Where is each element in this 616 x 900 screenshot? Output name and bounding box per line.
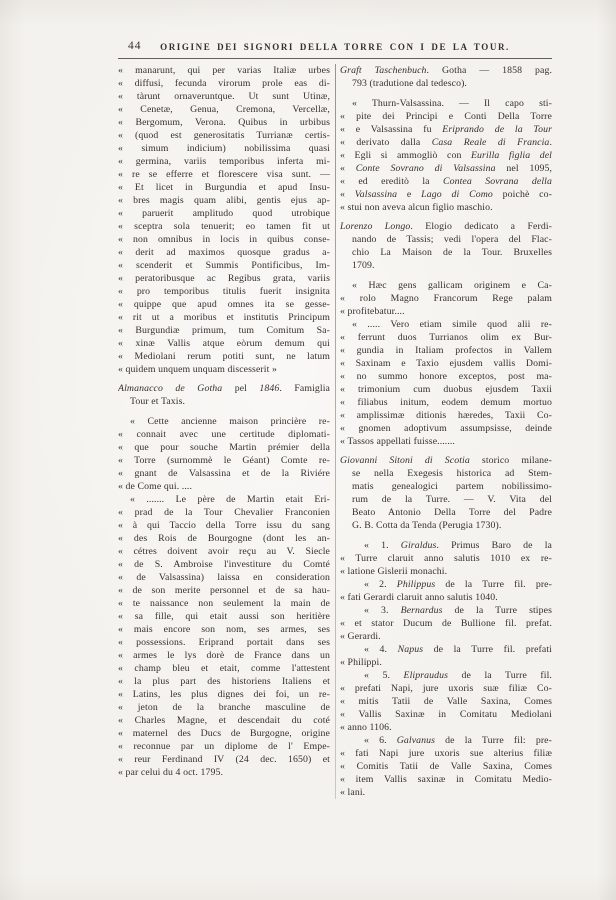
text-line: « lani. <box>340 787 366 798</box>
page-number: 44 <box>128 40 142 52</box>
text-line: Almanacco de Gotha pel 1846. Famiglia <box>118 383 330 394</box>
text-line: « par celui du 4 oct. 1795. <box>118 767 223 778</box>
reference-heading <box>340 220 552 272</box>
text-line: « 6. Galvanus de la Turre fil: pre- <box>364 735 552 746</box>
text-line: « te naissance non seulement la main de <box>118 598 330 609</box>
text-line: chio La Maison de la Tour. Bruxelles <box>352 247 552 258</box>
text-line: nando de Tassis; vedi l'opera del Flac- <box>352 234 552 245</box>
text-line: « sa fille, qui etait aussi son heritière <box>118 611 330 622</box>
text-line: « 4. Napus de la Turre fil. prefati <box>364 644 552 655</box>
text-line: « quippe que apud omnes ita se gesse- <box>118 299 330 310</box>
reference-heading <box>118 382 330 408</box>
text-line: « à qui Taccio della Torre issu du sang <box>118 520 330 531</box>
text-line: « tàrunt ornaveruntque. Ut sunt Utinæ, <box>118 91 330 102</box>
text-line: 793 (tradutione dal tedesco). <box>352 78 467 89</box>
text-line: rum de la Turre. — V. Vita del <box>352 494 552 505</box>
text-line: « pite dei Principi e Conti Della Torre <box>340 111 552 122</box>
text-line: « stui non aveva alcun figlio maschio. <box>340 202 493 213</box>
text-line: « profitebatur.... <box>340 306 405 317</box>
text-line: « reur Ferdinand IV (24 dec. 1650) et <box>118 754 330 765</box>
text-line: « ....... Le père de Martin etait Eri- <box>130 494 330 505</box>
text-line: « gnomen adoptivum assumpsisse, deinde <box>340 423 552 434</box>
text-line: « mitis Tatii de Valle Saxina, Comes <box>340 696 552 707</box>
page-header <box>118 40 552 54</box>
text-line: « trimonium cum duobus ejusdem Taxii <box>340 384 552 395</box>
text-line: « prefati Napi, jure uxoris suæ filiæ Co- <box>340 683 552 694</box>
text-line: « non omnibus in locis in quibus conse- <box>118 234 330 245</box>
text-line: « la plus part des historiens Italiens et <box>118 676 330 687</box>
text-line: « 3. Bernardus de la Turre stipes <box>364 605 552 616</box>
text-line: « Et licet in Burgundia et apud Insu- <box>118 182 330 193</box>
text-line: « Mediolani rerum potiti sunt, ne latum <box>118 351 330 362</box>
text-line: « Cenetæ, Genua, Cremona, Vercellæ, <box>118 104 330 115</box>
text-line: « Torre (surnommè le Géant) Comte re- <box>118 455 330 466</box>
running-title: ORIGINE DEI SIGNORI DELLA TORRE CON I DE LA TOUR. <box>160 42 510 52</box>
text-line: « Burgundiæ primum, tum Comitum Sa- <box>118 325 330 336</box>
text-line: « germina, variis temporibus inferta mi- <box>118 156 330 167</box>
text-line: « bres magis quam alibi, gentis ejus ap- <box>118 195 330 206</box>
quote-paragraph <box>340 97 552 214</box>
text-line: « jeton de la branche masculine de <box>118 702 330 713</box>
reference-heading <box>340 454 552 532</box>
text-line: « paruerit amplitudo quod utrobique <box>118 208 330 219</box>
text-line: « Conte Sovrano di Valsassina nel 1095, <box>340 163 552 174</box>
text-line: « Comitis Tatii de Valle Saxina, Comes <box>340 761 552 772</box>
left-column <box>118 64 330 779</box>
text-line: « Tassos appellati fuisse....... <box>340 436 455 447</box>
text-line: « Saxinam e Taxio ejusdem vallis Domi- <box>340 358 552 369</box>
text-line: « quidem unquem unquam discesserit » <box>118 364 277 375</box>
text-line: Lorenzo Longo. Elogio dedicato a Ferdi- <box>340 221 552 232</box>
text-line: « pro temporibus titulis fuerit insignita <box>118 286 330 297</box>
text-line: « 1. Giraldus. Primus Baro de la <box>364 540 552 551</box>
text-line: 1709. <box>352 260 375 271</box>
text-line: « prad de la Tour Chevalier Franconien <box>118 507 330 518</box>
text-line: « Philippi. <box>340 657 382 668</box>
column-divider <box>335 64 336 799</box>
text-line: « derit ad maximos quosque gradus a- <box>118 247 330 258</box>
text-line: « reconnue par un diplome de l' Empe- <box>118 741 330 752</box>
text-line: matis genealogici partem nobilissimo- <box>352 481 552 492</box>
text-line: « champ bleu et etait, comme l'attestent <box>118 663 330 674</box>
text-line: « cétres doivent avoir reçu au V. Siecle <box>118 546 330 557</box>
text-line: « des Rois de Bourgogne (dont les an- <box>118 533 330 544</box>
text-line: « xinæ Vallis atque eòrum demum qui <box>118 338 330 349</box>
text-line: « no summo honore exceptos, post ma- <box>340 371 552 382</box>
text-line: « Bergomum, Verona. Quibus in urbibus <box>118 117 330 128</box>
text-line: « Vallis Saxinæ in Comitatu Mediolani <box>340 709 552 720</box>
quote-paragraph <box>118 64 330 376</box>
text-line: « 2. Philippus de la Turre fil. pre- <box>364 579 552 590</box>
quote-paragraph <box>118 415 330 779</box>
text-line: « gnant de Valsassina et de la Riviére <box>118 468 330 479</box>
text-line: « fati Napi jure uxoris sue alterius filiæ <box>340 748 552 759</box>
text-line: « Cette ancienne maison princière re- <box>130 416 330 427</box>
text-line: « de son merite personnel et de sa hau- <box>118 585 330 596</box>
text-line: « sceptra sola tenuerit; eo tamen fit ut <box>118 221 330 232</box>
text-line: Graft Taschenbuch. Gotha — 1858 pag. <box>340 65 552 76</box>
text-line: « simum indicium) nobilissima quasi <box>118 143 330 154</box>
text-line: « amplissimæ ditionis hæredes, Taxii Co- <box>340 410 552 421</box>
text-line: « que pour souche Martin prémier della <box>118 442 330 453</box>
text-line: « Egli si ammogliò con Eurilla figlia del <box>340 150 552 161</box>
right-column <box>340 64 552 799</box>
text-line: « maternel des Ducs de Burgogne, origine <box>118 728 330 739</box>
text-line: « item Vallis saxinæ in Comitatu Medio- <box>340 774 552 785</box>
text-line: « Charles Magne, et descendait du coté <box>118 715 330 726</box>
text-line: « et stator Ducum de Bullione fil. prefat. <box>340 618 552 629</box>
text-line: « manarunt, qui per varias Italiæ urbes <box>118 65 330 76</box>
text-line: « scenderit et Summis Pontificibus, Im- <box>118 260 330 271</box>
quote-paragraph <box>340 279 552 448</box>
text-line: « Turre claruit anno salutis 1010 ex re- <box>340 553 552 564</box>
text-line: Giovanni Sitoni di Scotia storico milane- <box>340 455 552 466</box>
text-line: « Hæc gens gallicam originem e Ca- <box>352 280 552 291</box>
text-line: « Latins, les plus dignes dei foi, un re- <box>118 689 330 700</box>
text-line: « Gerardi. <box>340 631 381 642</box>
text-line: « Valsassina e Lago di Como poichè co- <box>340 189 552 200</box>
text-line: « gundia in Italiam profectos in Vallem <box>340 345 552 356</box>
text-line: « armes le lys dorè de France dans un <box>118 650 330 661</box>
text-line: se nella Exegesis historica ad Stem- <box>352 468 552 479</box>
text-line: « 5. Elipraudus de la Turre fil. <box>364 670 552 681</box>
header-rule <box>118 58 552 59</box>
text-line: « derivato dalla Casa Reale di Francia. <box>340 137 552 148</box>
text-line: Tour et Taxis. <box>130 396 186 407</box>
text-line: « Thurn-Valsassina. — Il capo sti- <box>352 98 552 109</box>
text-line: « rit ut a moribus et institutis Principum <box>118 312 330 323</box>
text-line: « filiabus initum, eodem demum mortuo <box>340 397 552 408</box>
text-line: « peratoribusque ac Regibus grata, variis <box>118 273 330 284</box>
text-line: « rolo Magno Francorum Rege palam <box>340 293 552 304</box>
text-line: « connait avec une certitude diplomati- <box>118 429 330 440</box>
text-line: « possessions. Eriprand portait dans ses <box>118 637 330 648</box>
text-line: « diffusi, fecunda virorum prole eas di- <box>118 78 330 89</box>
text-line: G. B. Cotta da Tenda (Perugia 1730). <box>352 520 502 531</box>
text-line: Beato Antonio Della Torre del Padre <box>352 507 552 518</box>
text-line: « mais encore son nom, ses armes, ses <box>118 624 330 635</box>
text-line: « (quod est generositatis Turrianæ certis- <box>118 130 330 141</box>
text-line: « de Come qui. .... <box>118 481 193 492</box>
text-line: « de Valsassina) laissa en consideration <box>118 572 330 583</box>
text-line: « ed ereditò la Contea Sovrana della <box>340 176 552 187</box>
text-line: « e Valsassina fu Eriprando de la Tour <box>340 124 552 135</box>
text-line: « ..... Vero etiam simile quod alii re- <box>352 319 552 330</box>
quote-paragraph <box>340 539 552 799</box>
text-line: « de S. Ambroise l'investiture du Comté <box>118 559 330 570</box>
text-line: « ferrunt duos Turrianos olim ex Bur- <box>340 332 552 343</box>
reference-heading <box>340 64 552 90</box>
text-line: « fati Gerardi claruit anno salutis 1040. <box>340 592 498 603</box>
text-line: « anno 1106. <box>340 722 392 733</box>
text-columns <box>118 64 552 799</box>
text-line: « re se efferre et florescere visa sunt. — <box>118 169 330 180</box>
text-line: « latione Gislerii monachi. <box>340 566 448 577</box>
